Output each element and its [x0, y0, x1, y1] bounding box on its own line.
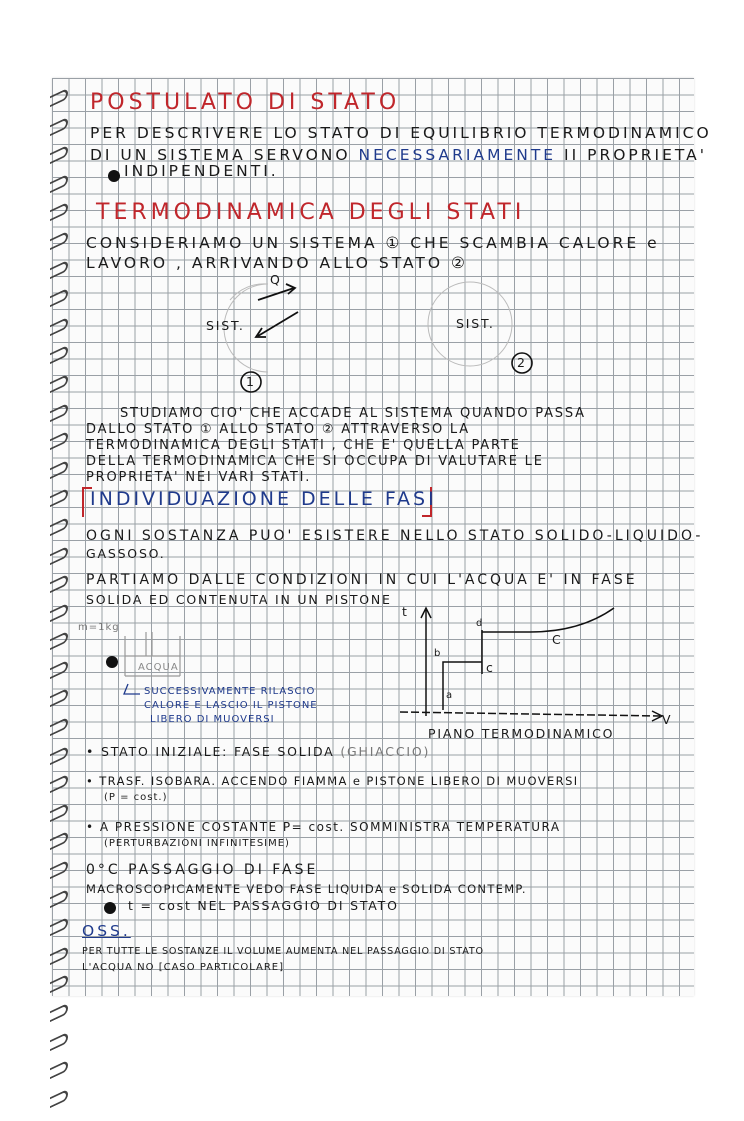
piston-note-1: SUCCESSIVAMENTE RILASCIO — [144, 686, 316, 697]
piston-label: ACQUA — [138, 662, 179, 673]
para6-line2: MACROSCOPICAMENTE VEDO FASE LIQUIDA e SOLIDA CONTEMP. — [86, 882, 527, 896]
para3-line5: PROPRIETA' NEI VARI STATI. — [86, 470, 312, 485]
graph-point-c: c — [486, 660, 495, 675]
bullet-2: • TRASF. ISOBARA. ACCENDO FIAMMA e PISTONE LIBERO DI MUOVERSI — [86, 774, 579, 788]
para3-line1: STUDIAMO CIO' CHE ACCADE AL SISTEMA QUANDO PASSA — [120, 406, 586, 421]
para1-line1: PER DESCRIVERE LO STATO DI EQUILIBRIO TERMODINAMICO — [90, 124, 712, 142]
para2-line2: LAVORO , ARRIVANDO ALLO STATO ② — [86, 254, 468, 272]
bullet-1: • STATO INIZIALE: FASE SOLIDA (GHIACCIO) — [86, 744, 431, 759]
piston-weight: m=1kg — [78, 622, 120, 633]
graph-point-d: d — [476, 618, 484, 629]
graph-point-c2: C — [552, 632, 563, 647]
oss-line1: PER TUTTE LE SOSTANZE IL VOLUME AUMENTA NEL PASSAGGIO DI STATO — [82, 946, 484, 957]
title-termodinamica: TERMODINAMICA DEGLI STATI — [96, 200, 526, 225]
para6-line1: 0°C PASSAGGIO DI FASE — [86, 862, 319, 878]
bullet-2-extra: (P = cost.) — [104, 792, 168, 803]
para2-line1: CONSIDERIAMO UN SISTEMA ① CHE SCAMBIA CALORE e — [86, 234, 660, 252]
para4-line2: GASSOSO. — [86, 546, 166, 561]
label-sist-right: SIST. — [456, 316, 495, 331]
para3-line3: TERMODINAMICA DEGLI STATI , CHE E' QUELLA PARTE — [86, 438, 521, 453]
para1-line2: DI UN SISTEMA SERVONO NECESSARIAMENTE II PROPRIETA' — [90, 146, 708, 164]
para6-dot — [104, 902, 116, 914]
graph-y-axis: t — [402, 604, 409, 619]
para5-line1: PARTIAMO DALLE CONDIZIONI IN CUI L'ACQUA E' IN FASE — [86, 572, 638, 588]
title-postulato: POSTULATO DI STATO — [90, 90, 401, 115]
oss-label: OSS. — [82, 922, 131, 940]
title-individuazione: INDIVIDUAZIONE DELLE FASI — [90, 488, 437, 510]
para6-line3: t = cost NEL PASSAGGIO DI STATO — [128, 898, 399, 913]
label-q: Q — [270, 272, 282, 287]
para4-line1: OGNI SOSTANZA PUO' ESISTERE NELLO STATO SOLIDO-LIQUIDO- — [86, 528, 704, 544]
label-sist-left: SIST. — [206, 318, 245, 333]
state-2-label: 2 — [517, 355, 527, 370]
para3-line4: DELLA TERMODINAMICA CHE SI OCCUPA DI VALUTARE LE — [86, 454, 544, 469]
oss-line2: L'ACQUA NO [CASO PARTICOLARE] — [82, 962, 285, 973]
graph-caption: PIANO TERMODINAMICO — [428, 726, 615, 741]
graph-point-a: a — [446, 690, 454, 701]
highlight-necessariamente: NECESSARIAMENTE — [358, 146, 557, 164]
state-1-label: 1 — [246, 374, 256, 389]
para3-line2: DALLO STATO ① ALLO STATO ② ATTRAVERSO LA — [86, 422, 470, 437]
para5-line2: SOLIDA ED CONTENUTA IN UN PISTONE — [86, 592, 392, 607]
para1-line3: INDIPENDENTI. — [124, 162, 279, 180]
graph-point-b: b — [434, 648, 442, 659]
piston-note-2: CALORE E LASCIO IL PISTONE — [144, 700, 318, 711]
piston-note-3: LIBERO DI MUOVERSI — [150, 714, 275, 725]
graph-x-axis: V — [662, 712, 673, 727]
bullet-3: • A PRESSIONE COSTANTE P= cost. SOMMINISTRA TEMPERATURA — [86, 820, 561, 834]
bullet-3-extra: (PERTURBAZIONI INFINITESIME) — [104, 838, 290, 849]
